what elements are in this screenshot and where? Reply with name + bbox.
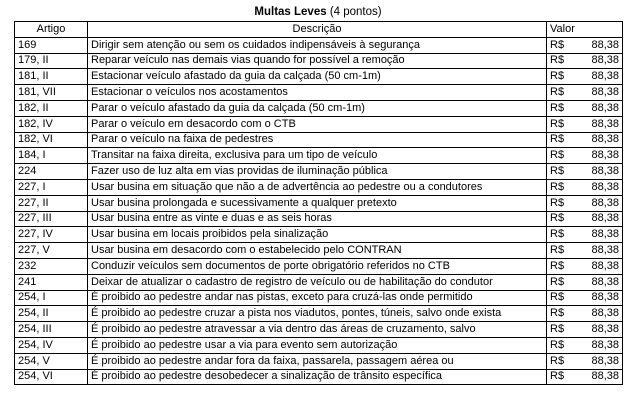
- cell-valor: [547, 85, 623, 101]
- cell-valor: [547, 306, 623, 322]
- cell-valor: [547, 37, 623, 53]
- cell-artigo: 179, II: [15, 53, 88, 69]
- fine-amount: 88,38: [591, 165, 619, 178]
- cell-valor: [547, 53, 623, 69]
- cell-artigo: 181, II: [15, 69, 88, 85]
- cell-descricao: Parar o veículo na faixa de pedestres: [88, 132, 547, 148]
- cell-descricao: É proibido ao pedestre desobedecer a sinalização de trânsito específica: [88, 369, 547, 385]
- currency-symbol: R$: [550, 38, 565, 51]
- currency-symbol: R$: [550, 244, 565, 257]
- currency-symbol: R$: [550, 275, 565, 288]
- currency-symbol: R$: [550, 86, 565, 99]
- cell-descricao: É proibido ao pedestre andar nas pistas, exceto para cruzá-las onde permitido: [88, 290, 547, 306]
- fine-amount: 88,38: [591, 101, 619, 114]
- cell-artigo: 254, IV: [15, 337, 88, 353]
- cell-artigo: 254, III: [15, 322, 88, 338]
- fine-amount: 88,38: [591, 38, 619, 51]
- table-row: [15, 53, 623, 69]
- fine-amount: 88,38: [591, 180, 619, 193]
- table-row: [15, 353, 623, 369]
- fine-amount: 88,38: [591, 354, 619, 367]
- cell-valor: [547, 132, 623, 148]
- fine-amount: 88,38: [591, 70, 619, 83]
- cell-descricao: É proibido ao pedestre cruzar a pista nos viadutos, pontes, túneis, salvo onde exista: [88, 306, 547, 322]
- table-row: [15, 211, 623, 227]
- header-valor: Valor: [547, 22, 623, 38]
- cell-artigo: 181, VII: [15, 85, 88, 101]
- cell-descricao: Usar busina em locais proibidos pela sinalização: [88, 227, 547, 243]
- cell-artigo: 182, VI: [15, 132, 88, 148]
- table-title-points: (4 pontos): [326, 6, 382, 18]
- cell-descricao: Parar o veículo afastado da guia da calçada (50 cm-1m): [88, 100, 547, 116]
- cell-descricao: Transitar na faixa direita, exclusiva para um tipo de veículo: [88, 148, 547, 164]
- cell-artigo: 227, II: [15, 195, 88, 211]
- cell-valor: [547, 116, 623, 132]
- cell-valor: [547, 179, 623, 195]
- table-row: [15, 322, 623, 338]
- cell-valor: [547, 100, 623, 116]
- cell-descricao: Conduzir veículos sem documentos de porte obrigatório referidos no CTB: [88, 258, 547, 274]
- fine-amount: 88,38: [591, 149, 619, 162]
- table-row: [15, 195, 623, 211]
- currency-symbol: R$: [550, 307, 565, 320]
- cell-artigo: 254, I: [15, 290, 88, 306]
- fine-amount: 88,38: [591, 54, 619, 67]
- fine-amount: 88,38: [591, 275, 619, 288]
- cell-descricao: É proibido ao pedestre usar a via para evento sem autorização: [88, 337, 547, 353]
- currency-symbol: R$: [550, 196, 565, 209]
- cell-valor: [547, 227, 623, 243]
- currency-symbol: R$: [550, 117, 565, 130]
- table-row: [15, 369, 623, 385]
- fine-amount: 88,38: [591, 86, 619, 99]
- cell-artigo: 227, III: [15, 211, 88, 227]
- currency-symbol: R$: [550, 165, 565, 178]
- fine-amount: 88,38: [591, 307, 619, 320]
- table-row: [15, 243, 623, 259]
- cell-artigo: 232: [15, 258, 88, 274]
- cell-valor: [547, 258, 623, 274]
- table-title: [0, 6, 636, 19]
- header-artigo: Artigo: [15, 22, 88, 38]
- cell-artigo: 254, II: [15, 306, 88, 322]
- fine-amount: 88,38: [591, 291, 619, 304]
- cell-valor: [547, 369, 623, 385]
- cell-artigo: 184, I: [15, 148, 88, 164]
- fine-amount: 88,38: [591, 323, 619, 336]
- cell-descricao: Usar busina em desacordo com o estabelecido pelo CONTRAN: [88, 243, 547, 259]
- cell-valor: [547, 274, 623, 290]
- fine-amount: 88,38: [591, 212, 619, 225]
- cell-valor: [547, 148, 623, 164]
- currency-symbol: R$: [550, 54, 565, 67]
- table-row: [15, 274, 623, 290]
- cell-artigo: 182, IV: [15, 116, 88, 132]
- cell-descricao: Deixar de atualizar o cadastro de registro de veículo ou de habilitação do condutor: [88, 274, 547, 290]
- cell-artigo: 227, IV: [15, 227, 88, 243]
- table-row: [15, 258, 623, 274]
- cell-valor: [547, 195, 623, 211]
- fines-table: [14, 21, 623, 385]
- currency-symbol: R$: [550, 180, 565, 193]
- currency-symbol: R$: [550, 212, 565, 225]
- cell-descricao: Parar o veículo em desacordo com o CTB: [88, 116, 547, 132]
- table-row: [15, 132, 623, 148]
- cell-artigo: 254, VI: [15, 369, 88, 385]
- table-row: [15, 69, 623, 85]
- currency-symbol: R$: [550, 354, 565, 367]
- cell-valor: [547, 164, 623, 180]
- table-row: [15, 85, 623, 101]
- fine-amount: 88,38: [591, 244, 619, 257]
- fine-amount: 88,38: [591, 338, 619, 351]
- currency-symbol: R$: [550, 101, 565, 114]
- cell-artigo: 227, V: [15, 243, 88, 259]
- cell-descricao: Usar busina em situação que não a de advertência ao pedestre ou a condutores: [88, 179, 547, 195]
- cell-valor: [547, 290, 623, 306]
- cell-valor: [547, 243, 623, 259]
- cell-descricao: É proibido ao pedestre andar fora da faixa, passarela, passagem aérea ou: [88, 353, 547, 369]
- cell-descricao: Usar busina prolongada e sucessivamente a qualquer pretexto: [88, 195, 547, 211]
- currency-symbol: R$: [550, 338, 565, 351]
- cell-descricao: Estacionar o veículos nos acostamentos: [88, 85, 547, 101]
- cell-artigo: 224: [15, 164, 88, 180]
- table-row: [15, 306, 623, 322]
- cell-artigo: 241: [15, 274, 88, 290]
- currency-symbol: R$: [550, 149, 565, 162]
- fine-amount: 88,38: [591, 196, 619, 209]
- table-row: [15, 100, 623, 116]
- cell-descricao: Fazer uso de luz alta em vias providas de iluminação pública: [88, 164, 547, 180]
- table-row: [15, 227, 623, 243]
- table-row: [15, 337, 623, 353]
- currency-symbol: R$: [550, 291, 565, 304]
- fine-amount: 88,38: [591, 370, 619, 383]
- currency-symbol: R$: [550, 259, 565, 272]
- cell-descricao: É proibido ao pedestre atravessar a via dentro das áreas de cruzamento, salvo: [88, 322, 547, 338]
- table-row: [15, 116, 623, 132]
- table-row: [15, 37, 623, 53]
- header-descricao: Descrição: [88, 22, 547, 38]
- cell-valor: [547, 69, 623, 85]
- currency-symbol: R$: [550, 70, 565, 83]
- fine-amount: 88,38: [591, 228, 619, 241]
- cell-descricao: Estacionar veículo afastado da guia da calçada (50 cm-1m): [88, 69, 547, 85]
- table-row: [15, 148, 623, 164]
- cell-valor: [547, 322, 623, 338]
- header-row: [15, 22, 623, 38]
- cell-artigo: 169: [15, 37, 88, 53]
- cell-artigo: 254, V: [15, 353, 88, 369]
- cell-valor: [547, 337, 623, 353]
- cell-artigo: 227, I: [15, 179, 88, 195]
- fine-amount: 88,38: [591, 259, 619, 272]
- cell-valor: [547, 211, 623, 227]
- currency-symbol: R$: [550, 133, 565, 146]
- fine-amount: 88,38: [591, 133, 619, 146]
- currency-symbol: R$: [550, 323, 565, 336]
- cell-descricao: Reparar veículo nas demais vias quando for possível a remoção: [88, 53, 547, 69]
- cell-descricao: Dirigir sem atenção ou sem os cuidados indipensáveis à segurança: [88, 37, 547, 53]
- table-row: [15, 290, 623, 306]
- table-title-main: Multas Leves: [254, 6, 327, 18]
- cell-valor: [547, 353, 623, 369]
- fine-amount: 88,38: [591, 117, 619, 130]
- table-body: [15, 37, 623, 385]
- table-row: [15, 164, 623, 180]
- table-row: [15, 179, 623, 195]
- cell-descricao: Usar busina entre as vinte e duas e as seis horas: [88, 211, 547, 227]
- cell-artigo: 182, II: [15, 100, 88, 116]
- currency-symbol: R$: [550, 228, 565, 241]
- currency-symbol: R$: [550, 370, 565, 383]
